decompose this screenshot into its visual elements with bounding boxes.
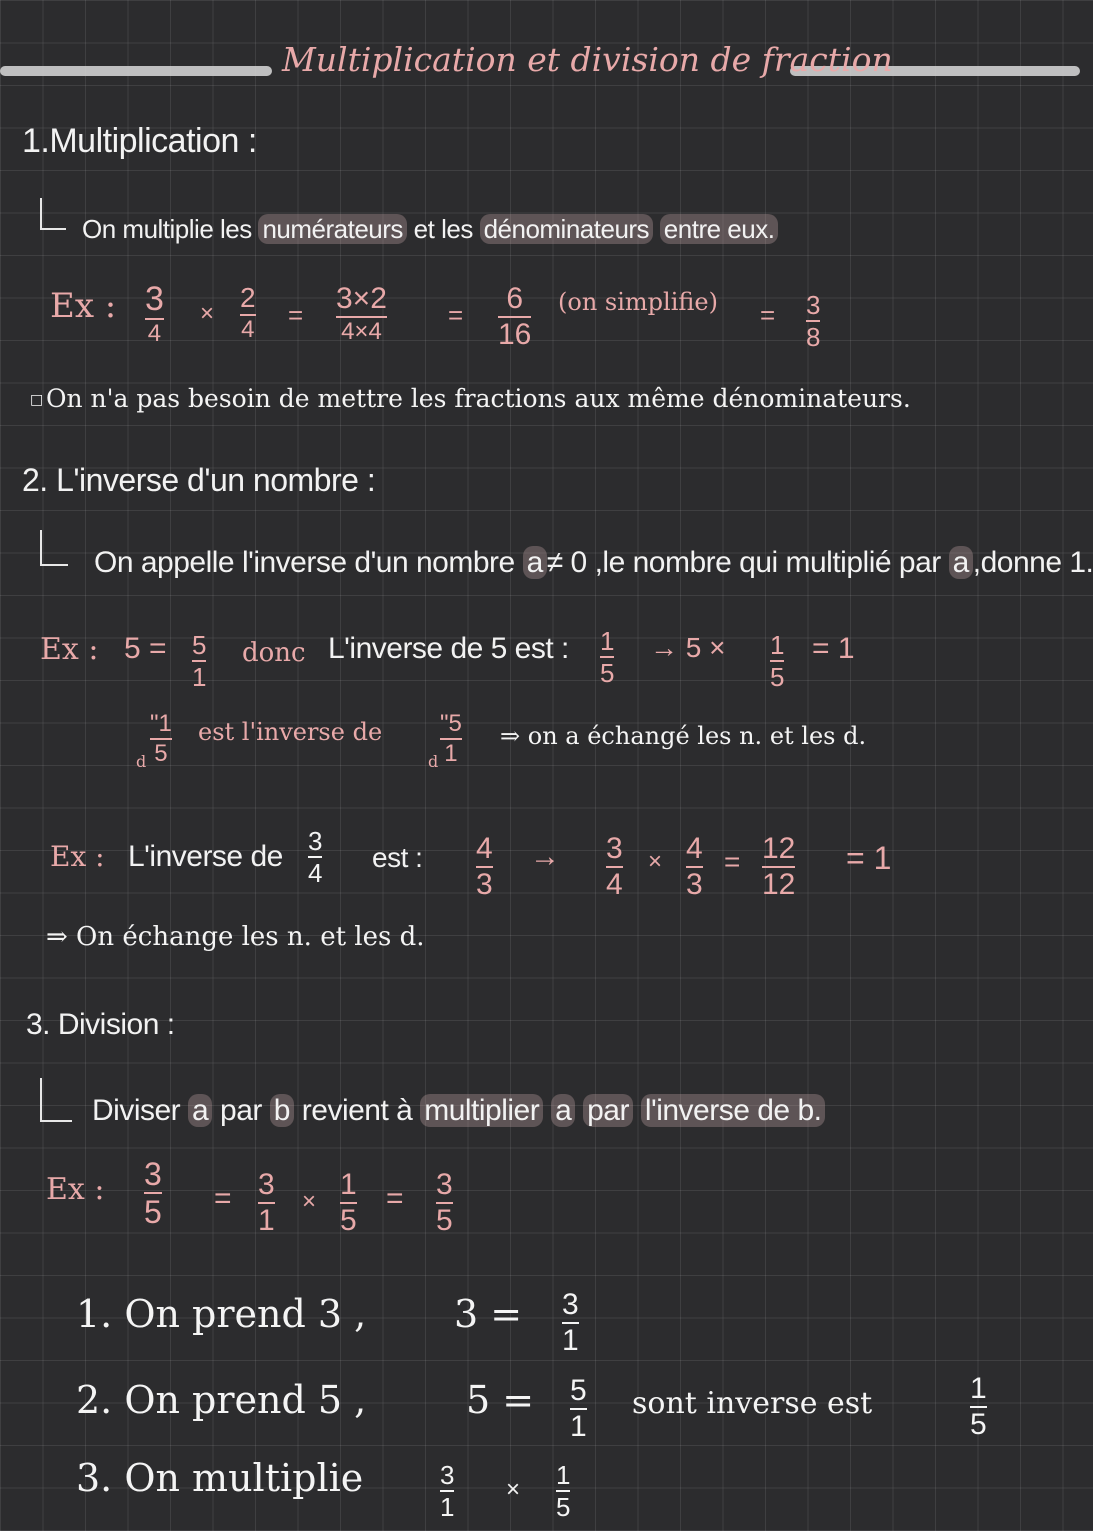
rule-highlight-a: a [949,546,973,579]
numerator: 3 [144,1156,162,1192]
div-fraction-d [436,1170,453,1236]
section-1-rule [82,214,778,245]
div-fraction-a [144,1158,162,1228]
rule-text: ≠ 0 ,le nombre qui multiplié par [546,546,941,579]
section-3-heading: 3. Division : [26,1008,175,1041]
rule-text: Diviser [92,1094,181,1127]
denominator: 5 [600,658,615,688]
equals-sign: = [288,300,304,330]
result-one: = 1 [812,632,855,665]
step-2-inverse-fraction [970,1374,987,1440]
div-equals-2: = [386,1182,404,1215]
rule-highlight-entre-eux: entre eux. [660,214,779,244]
ex1-fraction-a [145,282,164,346]
section-1-hook [40,198,66,230]
step-3-fraction-b [556,1462,570,1520]
denominator: 3 [476,868,493,901]
ex3-arrow: → [530,840,560,873]
step-3-text: 3. On multiplie [76,1456,364,1500]
remark-bullet: □ [30,392,44,408]
denominator: 5 [340,1204,357,1237]
step-2-eq: 5 = [466,1378,535,1422]
ex3-equals: = [724,846,741,877]
ex1-fraction-e [806,292,820,350]
inverse-fraction [600,628,614,686]
numerator: 1 [556,1460,571,1490]
ex3-result-one: = 1 [846,840,892,876]
step-2-text: 2. On prend 5 , [76,1378,367,1422]
denominator: 5 [144,1194,162,1230]
equals-sign: = [760,300,776,330]
numerator: 5 [570,1374,587,1407]
ex2-equation-start: 5 = [124,632,167,665]
line2-conclusion: ⇒ on a échangé les n. et les d. [500,722,867,750]
ex3-times: × [648,848,663,875]
div-fraction-c [340,1170,357,1236]
numerator: "5 [440,710,462,737]
step-2-fraction [570,1376,587,1442]
denominator: 5 [436,1204,453,1237]
numerator: 3 [440,1460,455,1490]
numerator: 5 [192,630,207,660]
rule-text: par [220,1094,262,1127]
denominator: 5 [154,740,168,767]
ex2-fraction-5-1 [192,632,206,690]
section-3-rule [92,1094,825,1128]
section-2-rule [94,546,1093,580]
times-sign: × [200,300,215,327]
rule-text: ,donne 1. [972,546,1093,579]
arrow-times: → 5 × [650,632,726,663]
denominator: 1 [444,740,458,767]
numerator: 4 [686,832,703,865]
ex1-fraction-d [498,284,531,350]
rule-highlight-inverse: l'inverse de b. [641,1094,826,1127]
example-1-label: Ex : [50,286,117,326]
step-1-text: 1. On prend 3 , [76,1292,367,1336]
ex3-note: ⇒ On échange les n. et les d. [46,922,425,952]
denominator: 1 [562,1324,579,1357]
numerator: 12 [762,832,796,865]
line2-d-label-b: d [428,752,439,771]
numerator: 3×2 [336,282,387,315]
numerator: 1 [340,1168,357,1201]
step-2-note: sont inverse est [632,1386,873,1421]
inverse-statement: L'inverse de 5 est : [328,632,569,665]
example-3-label: Ex : [50,840,105,873]
ex3-fraction-3-4 [308,828,322,886]
numerator: 2 [240,282,256,313]
numerator: 6 [506,282,524,315]
ex3-est: est : [372,842,423,873]
numerator: 1 [600,626,615,656]
ex3-mult-b [686,834,703,900]
donc-word: donc [242,638,306,668]
numerator: 3 [562,1288,579,1321]
denominator: 4 [308,858,323,888]
denominator: 5 [970,1408,987,1441]
denominator: 4×4 [341,318,382,345]
line2-fraction-a [150,712,172,766]
ex3-result-fraction [762,834,795,900]
numerator: 3 [806,290,821,320]
section-1-heading: 1.Multiplication : [22,122,257,160]
check-fraction [770,632,784,690]
numerator: 3 [606,832,623,865]
denominator: 1 [192,662,207,692]
denominator: 1 [570,1410,587,1443]
equals-sign: = [448,300,464,330]
line2-text: est l'inverse de [198,718,383,746]
denominator: 1 [258,1204,275,1237]
denominator: 12 [762,868,796,901]
example-4-label: Ex : [46,1172,105,1207]
numerator: 3 [145,280,164,318]
numerator: 3 [308,826,323,856]
rule-highlight-numerateurs: numérateurs [258,214,406,244]
title-bar-left [0,66,272,76]
page-title: Multiplication et division de fraction [282,40,893,79]
remark-text: On n'a pas besoin de mettre les fractions aux même dénominateurs. [46,384,911,413]
step-1-eq: 3 = [454,1292,523,1336]
numerator: 1 [770,630,785,660]
section-2-hook [40,530,68,566]
ex1-fraction-c [336,284,387,344]
rule-text: On appelle l'inverse d'un nombre [94,546,515,579]
example-2-label: Ex : [40,632,99,667]
rule-highlight-multiplier: multiplier [420,1094,543,1127]
ex3-inverse-fraction [476,834,493,900]
numerator: 4 [476,832,493,865]
rule-text: revient à [301,1094,413,1127]
section-2-heading: 2. L'inverse d'un nombre : [22,462,376,498]
denominator: 8 [806,322,821,352]
denominator: 3 [686,868,703,901]
rule-highlight-a: a [188,1094,212,1127]
ex3-mult-a [606,834,623,900]
rule-highlight-b: b [270,1094,294,1127]
numerator: 1 [970,1372,987,1405]
numerator: "1 [150,710,172,737]
rule-highlight-denominateurs: dénominateurs [480,214,654,244]
rule-highlight-par: par [583,1094,633,1127]
line2-d-label: d [136,752,147,771]
section-3-hook [40,1078,72,1122]
div-fraction-b [258,1170,275,1236]
step-3-times: × [506,1476,521,1503]
rule-text: On multiplie les [82,214,252,244]
numerator: 3 [258,1168,275,1201]
div-equals: = [214,1182,232,1215]
step-1-fraction [562,1290,579,1356]
numerator: 3 [436,1168,453,1201]
step-3-fraction-a [440,1462,454,1520]
denominator: 1 [440,1492,455,1522]
denominator: 5 [556,1492,571,1522]
denominator: 4 [241,316,255,343]
denominator: 16 [498,318,532,351]
div-times: × [302,1188,317,1215]
line2-fraction-b [440,712,462,766]
denominator: 4 [147,320,162,347]
ex1-fraction-b [240,284,256,342]
denominator: 5 [770,662,785,692]
simplify-note: (on simplifie) [558,288,718,316]
rule-highlight-a2: a [551,1094,575,1127]
ex3-text: L'inverse de [128,840,283,873]
denominator: 4 [606,868,623,901]
rule-highlight-a: a [523,546,547,579]
rule-text: et les [413,214,473,244]
